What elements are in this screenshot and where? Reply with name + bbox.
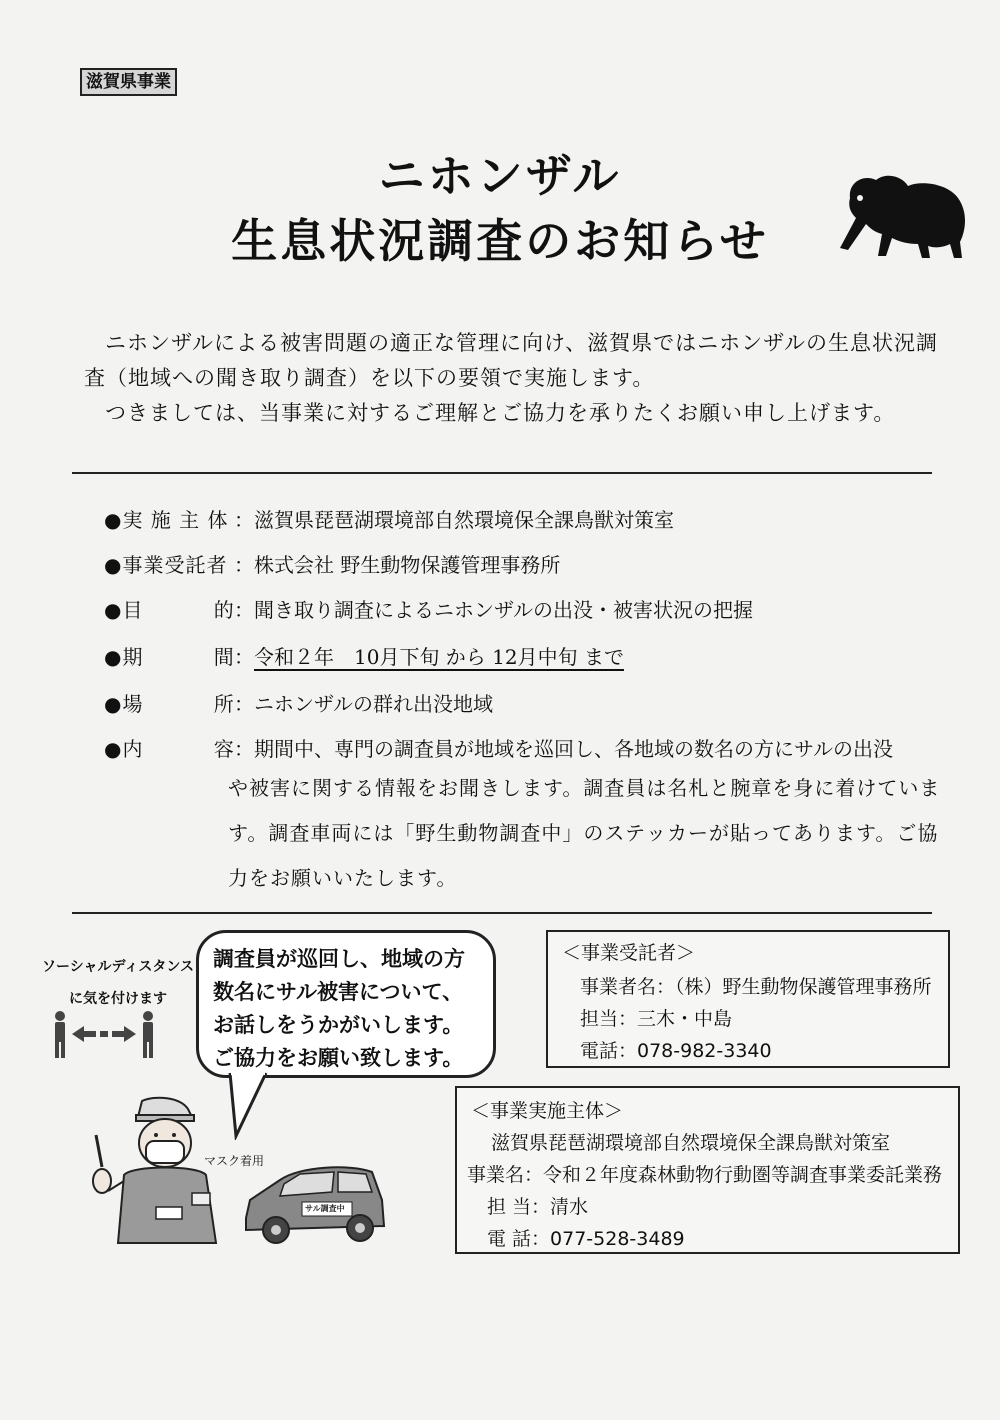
detail-row-implementer — [104, 504, 674, 533]
detail-label: ●事業受託者 — [104, 553, 228, 577]
bubble-line: 調査員が巡回し、地域の方 — [213, 947, 465, 971]
detail-row-content — [104, 733, 893, 762]
implementer-office: 滋賀県琵琶湖環境部自然環境保全課鳥獣対策室 — [491, 1132, 891, 1154]
implementer-project: 事業名：令和２年度森林動物行動圏等調査事業委託業務 — [467, 1164, 943, 1186]
intro-paragraph-1: ニホンザルによる被害問題の適正な管理に向け、滋賀県ではニホンザルの生息状況調査（地域への聞き取り調査）を以下の要領で実施します。 — [84, 331, 939, 390]
detail-row-period: ●期 間：令和２年 10月下旬 から 12月中旬 まで — [104, 641, 624, 670]
divider-top — [72, 472, 932, 474]
contractor-heading: ＜事業受託者＞ — [562, 942, 696, 964]
content-continuation: や被害に関する情報をお聞きします。調査員は名札と腕章を身に着けています。調査車両には「野生動物調査中」のステッカーが貼ってあります。ご協力をお願いいたします。 — [228, 776, 941, 890]
social-distance-line-2: に気を付けます — [69, 991, 167, 1007]
bubble-line: 数名にサル被害について、 — [213, 980, 464, 1004]
detail-label: ●目 的 — [104, 598, 235, 622]
detail-label: ●実 施 主 体 — [104, 508, 229, 532]
detail-label: ●期 間 — [104, 645, 235, 669]
detail-value: ：ニホンザルの群れ出没地域 — [234, 692, 493, 716]
detail-value: ：滋賀県琵琶湖環境部自然環境保全課鳥獣対策室 — [234, 508, 674, 532]
surveyor-illustration — [80, 1095, 240, 1245]
implementer-info-box — [455, 1086, 960, 1254]
detail-label: ●内 容 — [104, 737, 235, 761]
intro-paragraph-2: つきましては、当事業に対するご理解とご協力を承りたくお願い申し上げます。 — [105, 401, 896, 425]
divider-bottom — [72, 912, 932, 914]
social-distance-icon — [50, 1010, 160, 1060]
car-sticker-label: サル調査中 — [305, 1204, 345, 1213]
detail-value: ：聞き取り調査によるニホンザルの出没・被害状況の把握 — [234, 598, 753, 622]
detail-value-period: 令和２年 10月下旬 から 12月中旬 まで — [254, 645, 624, 669]
detail-value: ：株式会社 野生動物保護管理事務所 — [234, 553, 561, 577]
implementer-heading: ＜事業実施主体＞ — [471, 1100, 624, 1122]
detail-label: ●場 所 — [104, 692, 235, 716]
title-line-1: ニホンザル — [378, 149, 622, 203]
title-line-2: 生息状況調査のお知らせ — [231, 214, 769, 268]
contractor-info-box — [546, 930, 950, 1068]
detail-value: ：期間中、専門の調査員が地域を巡回し、各地域の数名の方にサルの出没 — [234, 737, 893, 761]
speech-bubble — [196, 930, 496, 1078]
implementer-person: 担 当：清水 — [487, 1196, 589, 1218]
bubble-line: お話しをうかがいします。 — [213, 1013, 464, 1037]
contractor-person: 担当：三木・中島 — [580, 1008, 733, 1030]
prefecture-project-tag: 滋賀県事業 — [80, 68, 177, 96]
social-distance-line-1: ソーシャルディスタンス — [42, 959, 194, 975]
contractor-name: 事業者名：（株）野生動物保護管理事務所 — [580, 976, 932, 998]
bubble-line: ご協力をお願い致します。 — [213, 1046, 464, 1070]
detail-row-purpose — [104, 594, 753, 623]
monkey-silhouette-icon — [830, 168, 970, 263]
implementer-phone: 電 話：077-528-3489 — [487, 1228, 685, 1250]
contractor-phone: 電話：078-982-3340 — [580, 1040, 772, 1062]
detail-row-contractor — [104, 549, 560, 578]
mask-label: マスク着用 — [204, 1154, 265, 1168]
detail-row-location — [104, 688, 493, 717]
